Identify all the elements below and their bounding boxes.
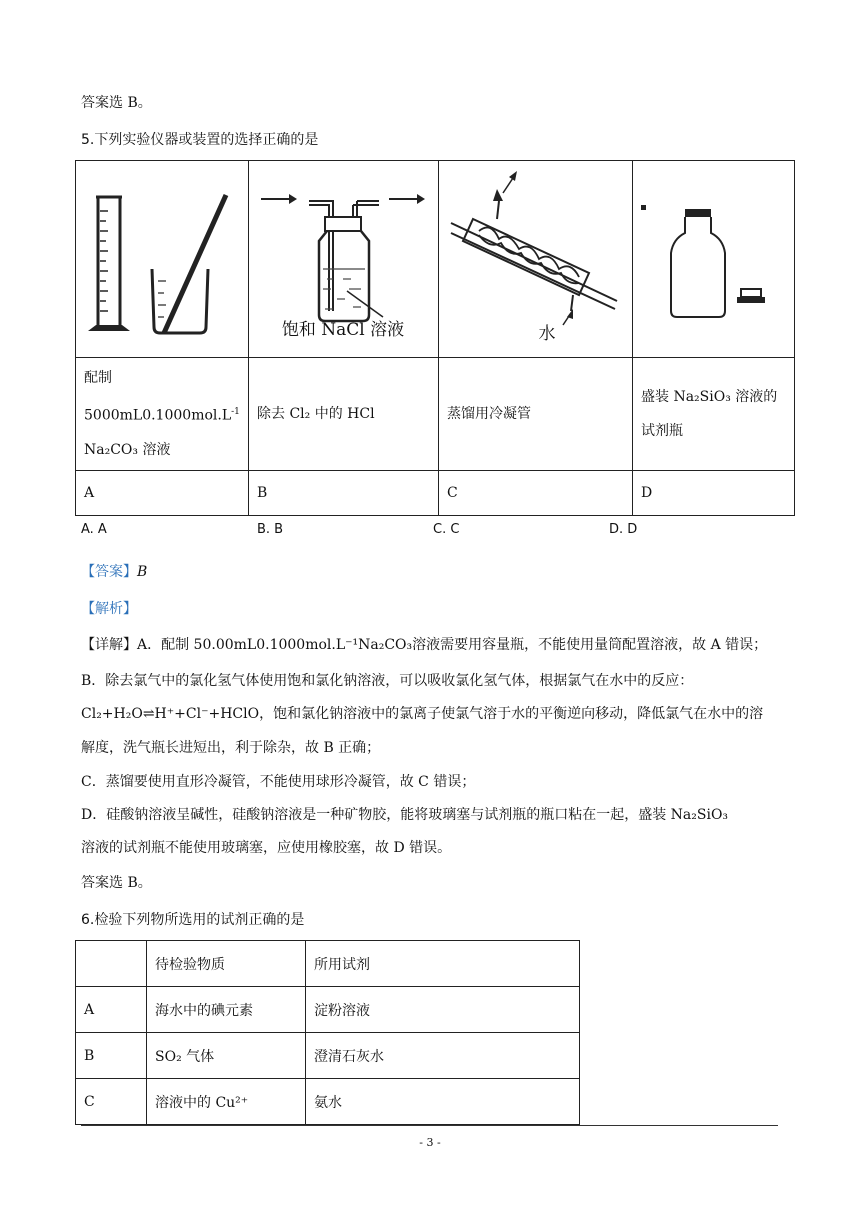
table-cell: SO₂ 气体 bbox=[147, 1033, 306, 1079]
choice-d: D. D bbox=[609, 522, 638, 537]
row-label-a: A bbox=[76, 471, 249, 516]
choice-b: B. B bbox=[257, 522, 284, 537]
table-cell: 澄清石灰水 bbox=[306, 1033, 580, 1079]
detail-line-8: 答案选 B。 bbox=[81, 875, 152, 891]
spherical-condenser-icon bbox=[439, 161, 632, 353]
answer-line bbox=[81, 561, 147, 581]
cell-d-line-2: 试剂瓶 bbox=[641, 423, 683, 439]
cell-a-text bbox=[76, 358, 249, 471]
table-row bbox=[76, 1033, 580, 1079]
detail-line-6: D．硅酸钠溶液呈碱性，硅酸钠溶液是一种矿物胶，能将玻璃塞与试剂瓶的瓶口粘在一起，盛装 Na₂SiO₃ bbox=[81, 807, 729, 823]
table-cell: 氨水 bbox=[306, 1079, 580, 1125]
detail-line-7: 溶液的试剂瓶不能使用玻璃塞，应使用橡胶塞，故 D 错误。 bbox=[81, 840, 452, 856]
table-row bbox=[76, 987, 580, 1033]
table-row bbox=[76, 941, 580, 987]
header-cell: 所用试剂 bbox=[306, 941, 580, 987]
cell-b-text: 除去 Cl₂ 中的 HCl bbox=[249, 358, 439, 471]
image-cell-c bbox=[439, 161, 633, 358]
row-label-d: D bbox=[633, 471, 795, 516]
detail-line-3: Cl₂+H₂O⇌H⁺+Cl⁻+HClO，饱和氯化钠溶液中的氯离子使氯气溶于水的平衡逆向移动，降低氯气在水中的溶 bbox=[81, 706, 764, 722]
q6-reagent-table bbox=[75, 940, 580, 1125]
analysis-tag: 【解析】 bbox=[81, 601, 137, 617]
cell-a-line-1: 配制 bbox=[84, 370, 112, 387]
detail-line-1: 【详解】A．配制 50.00mL0.1000mol.L⁻¹Na₂CO₃溶液需要用容量瓶，不能使用量筒配置溶液，故 A 错误； bbox=[81, 637, 768, 653]
row-label-c: C bbox=[439, 471, 633, 516]
table-row bbox=[76, 1079, 580, 1125]
q5-apparatus-table bbox=[75, 160, 795, 516]
table-cell: 淀粉溶液 bbox=[306, 987, 580, 1033]
table-cell: A bbox=[76, 987, 147, 1033]
cell-c-text: 蒸馏用冷凝管 bbox=[439, 358, 633, 471]
previous-answer: 答案选 B。 bbox=[81, 95, 152, 111]
saturated-nacl-caption: 饱和 NaCl 溶液 bbox=[281, 320, 405, 340]
detail-line-5: C．蒸馏要使用直形冷凝管，不能使用球形冷凝管，故 C 错误； bbox=[81, 774, 476, 790]
table-cell: C bbox=[76, 1079, 147, 1125]
row-label-b: B bbox=[249, 471, 439, 516]
water-caption: 水 bbox=[538, 324, 556, 344]
answer-value: B bbox=[137, 564, 148, 580]
gas-washing-bottle-icon bbox=[249, 161, 438, 353]
reagent-bottle-icon bbox=[633, 161, 794, 353]
question-5-title: 5.下列实验仪器或装置的选择正确的是 bbox=[81, 132, 319, 148]
header-cell: 待检验物质 bbox=[147, 941, 306, 987]
cell-a-line-2: $5000mL0.1000mol.L^{-1}$ bbox=[84, 407, 240, 424]
image-cell-d bbox=[633, 161, 795, 358]
image-cell-a bbox=[76, 161, 249, 358]
page-number: - 3 - bbox=[419, 1136, 441, 1149]
choice-c: C. C bbox=[433, 522, 460, 537]
cell-a-line-3: Na₂CO₃ 溶液 bbox=[84, 441, 171, 458]
table-cell: B bbox=[76, 1033, 147, 1079]
table-cell: 溶液中的 Cu²⁺ bbox=[147, 1079, 306, 1125]
cell-d-line-1: 盛装 Na₂SiO₃ 溶液的 bbox=[641, 389, 778, 405]
choice-a: A. A bbox=[81, 522, 107, 537]
table-cell: 海水中的碘元素 bbox=[147, 987, 306, 1033]
graduated-cylinder-and-beaker-icon bbox=[76, 161, 248, 353]
image-cell-b bbox=[249, 161, 439, 358]
cell-d-text bbox=[633, 358, 795, 471]
footer-divider bbox=[81, 1125, 778, 1126]
detail-line-4: 解度，洗气瓶长进短出，利于除杂，故 B 正确； bbox=[81, 740, 381, 756]
header-cell bbox=[76, 941, 147, 987]
question-6-title: 6.检验下列物所选用的试剂正确的是 bbox=[81, 912, 305, 928]
detail-line-2: B．除去氯气中的氯化氢气体使用饱和氯化钠溶液，可以吸收氯化氢气体，根据氯气在水中的反应： bbox=[81, 673, 694, 689]
answer-tag: 【答案】 bbox=[81, 564, 137, 580]
